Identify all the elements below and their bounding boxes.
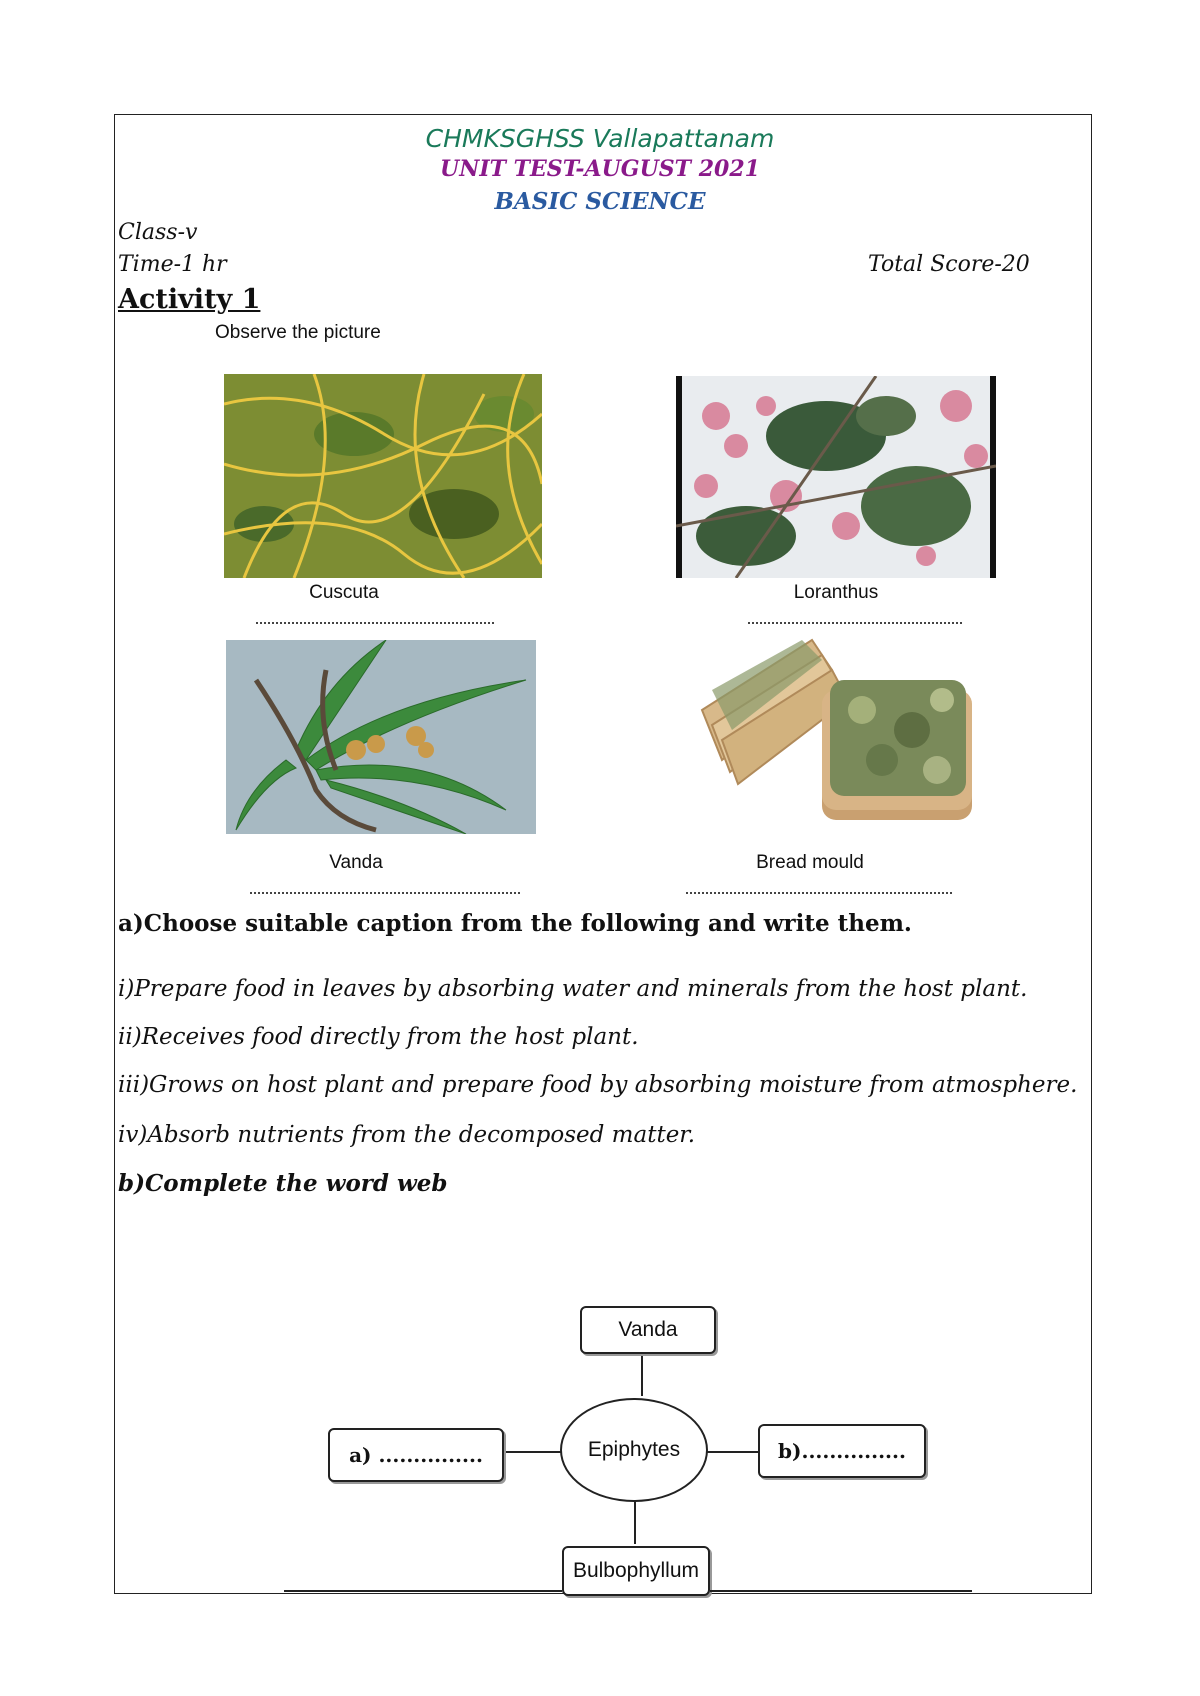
option-i: i)Prepare food in leaves by absorbing water and minerals from the host plant.	[118, 976, 1028, 1002]
subject-title: BASIC SCIENCE	[494, 188, 706, 215]
school-name: CHMKSGHSS Vallapattanam	[425, 124, 775, 153]
web-node-top-label: Vanda	[618, 1318, 678, 1341]
caption-loranthus: Loranthus	[793, 582, 879, 603]
answer-blank-loranthus[interactable]	[748, 622, 962, 624]
loranthus-photo	[676, 376, 996, 578]
question-b-prompt: b)Complete the word web	[118, 1170, 448, 1197]
option-ii: ii)Receives food directly from the host plant.	[118, 1024, 639, 1050]
web-node-top	[580, 1306, 716, 1354]
class-label: Class-v	[118, 220, 198, 245]
caption-cuscuta: Cuscuta	[309, 582, 379, 603]
vanda-photo	[226, 640, 536, 834]
web-center-label: Epiphytes	[587, 1438, 681, 1461]
total-score-label: Total Score-20	[868, 252, 1030, 277]
web-center-node	[560, 1398, 708, 1502]
web-node-right-blank[interactable]	[758, 1424, 926, 1478]
cuscuta-photo	[224, 374, 542, 578]
time-label: Time-1 hr	[118, 252, 227, 277]
bread-mould-photo	[682, 630, 988, 844]
option-iii: iii)Grows on host plant and prepare food by absorbing moisture from atmosphere.	[118, 1072, 1078, 1098]
web-connector-bottom	[634, 1500, 636, 1544]
web-connector-left	[504, 1451, 562, 1453]
bottom-rule-right	[710, 1590, 972, 1592]
web-connector-top	[641, 1352, 643, 1396]
web-node-left-blank[interactable]	[328, 1428, 504, 1482]
option-iv: iv)Absorb nutrients from the decomposed matter.	[118, 1122, 696, 1148]
web-node-bottom-label: Bulbophyllum	[572, 1559, 700, 1582]
activity-title: Activity 1	[118, 284, 261, 315]
bottom-rule-left	[284, 1590, 562, 1592]
caption-bread-mould: Bread mould	[756, 852, 864, 873]
exam-title: UNIT TEST-AUGUST 2021	[440, 156, 760, 182]
web-connector-right	[706, 1451, 758, 1453]
answer-blank-cuscuta[interactable]	[256, 622, 494, 624]
web-node-bottom	[562, 1546, 710, 1596]
web-node-right-label: b)...............	[778, 1439, 906, 1463]
caption-vanda: Vanda	[329, 852, 383, 873]
answer-blank-bread-mould[interactable]	[686, 892, 952, 894]
web-node-left-label: a) ...............	[349, 1443, 483, 1467]
question-a-prompt: a)Choose suitable caption from the following and write them.	[118, 910, 912, 937]
answer-blank-vanda[interactable]	[250, 892, 520, 894]
activity-instruction: Observe the picture	[215, 322, 381, 343]
